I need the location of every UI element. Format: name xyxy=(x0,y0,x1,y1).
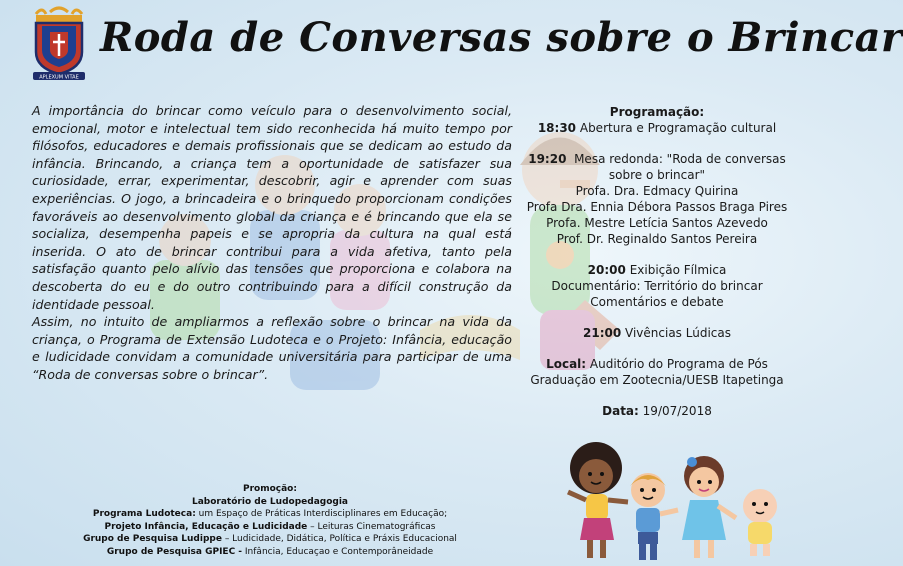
promo-line-4: Grupo de Pesquisa GPIEC - Infância, Educaçao e Contemporâneidade xyxy=(106,546,434,557)
program-item-3-line-3: Comentários e debate xyxy=(590,295,724,309)
program-heading: Programação: xyxy=(609,105,705,119)
program-item-4: 21:00 Vivências Lúdicas xyxy=(583,326,731,340)
program-item-3-line-2: Documentário: Território do brincar xyxy=(551,279,763,293)
promo-line-1: Programa Ludoteca: um Espaço de Práticas Interdisciplinares em Educação; xyxy=(92,509,448,520)
program-item-3: 20:00 Exibição Fílmica xyxy=(587,263,727,277)
promo-lab: Laboratório de Ludopedagogia xyxy=(191,496,348,507)
promo-line-3: Grupo de Pesquisa Ludippe – Ludicidade, Didática, Política e Práxis Educacional xyxy=(83,534,457,545)
speaker-3: Profa. Mestre Letícia Santos Azevedo xyxy=(546,216,768,230)
event-location: Local: Auditório do Programa de Pós Graduação em Zootecnia/UESB Itapetinga xyxy=(530,357,784,387)
promo-heading: Promoção: xyxy=(243,484,297,494)
event-date: Data: 19/07/2018 xyxy=(602,404,712,418)
speaker-4: Prof. Dr. Reginaldo Santos Pereira xyxy=(556,232,758,246)
program-item-1: 18:30 Abertura e Programação cultural xyxy=(537,121,777,135)
description-paragraph-2: Assim, no intuito de ampliarmos a reflexão sobre o brincar na vida da criança, o Programa de Extensão Ludoteca e o Projeto: Infância, educação e ludicidade convidam a comunidade universitária para participar de uma “Roda de conversas sobre o brincar”. xyxy=(32,314,512,382)
svg-text:APLEXUM VITAE: APLEXUM VITAE xyxy=(39,74,79,81)
promotion-credits xyxy=(70,483,470,559)
program-schedule xyxy=(522,104,792,419)
program-item-2: 19:20 Mesa redonda: "Roda de conversas sobre o brincar" xyxy=(528,152,786,182)
university-crest-logo xyxy=(28,6,90,82)
description-paragraph-1: A importância do brincar como veículo para o desenvolvimento social, emocional, motor e intelectual tem sido reconhecida há muito tempo por filósofos, educadores e demais profissionais que se dedicam ao estudo da infância. Brincando, a criança tem a oportunidade de satisfazer sua curiosidade, errar, experimentar, descobrir, agir e aprender com suas experiências. O jogo, a brincadeira e o brinquedo proporcionam condições favoráveis ao desenvolvimento global da criança e é brincando que ela se socializa, desempenha papeis e se apropria da cultura na qual está inserida. O ato de brincar contribui para a vida afetiva, tanto pela satisfação quanto pelo alívio das tensões que proporciona e colabora na descoberta do eu e do outro contribuindo para a difícil construção da identidade pessoal. xyxy=(32,103,512,312)
cartoon-children-illustration xyxy=(560,440,800,566)
promo-line-2: Projeto Infância, Educação e Ludicidade – Leituras Cinematográficas xyxy=(104,521,436,532)
speaker-1: Profa. Dra. Edmacy Quirina xyxy=(575,184,739,198)
description-text xyxy=(32,102,512,384)
speaker-2: Profa Dra. Ennia Débora Passos Braga Pires xyxy=(526,200,788,214)
page-title: Roda de Conversas sobre o Brincar xyxy=(100,14,903,61)
